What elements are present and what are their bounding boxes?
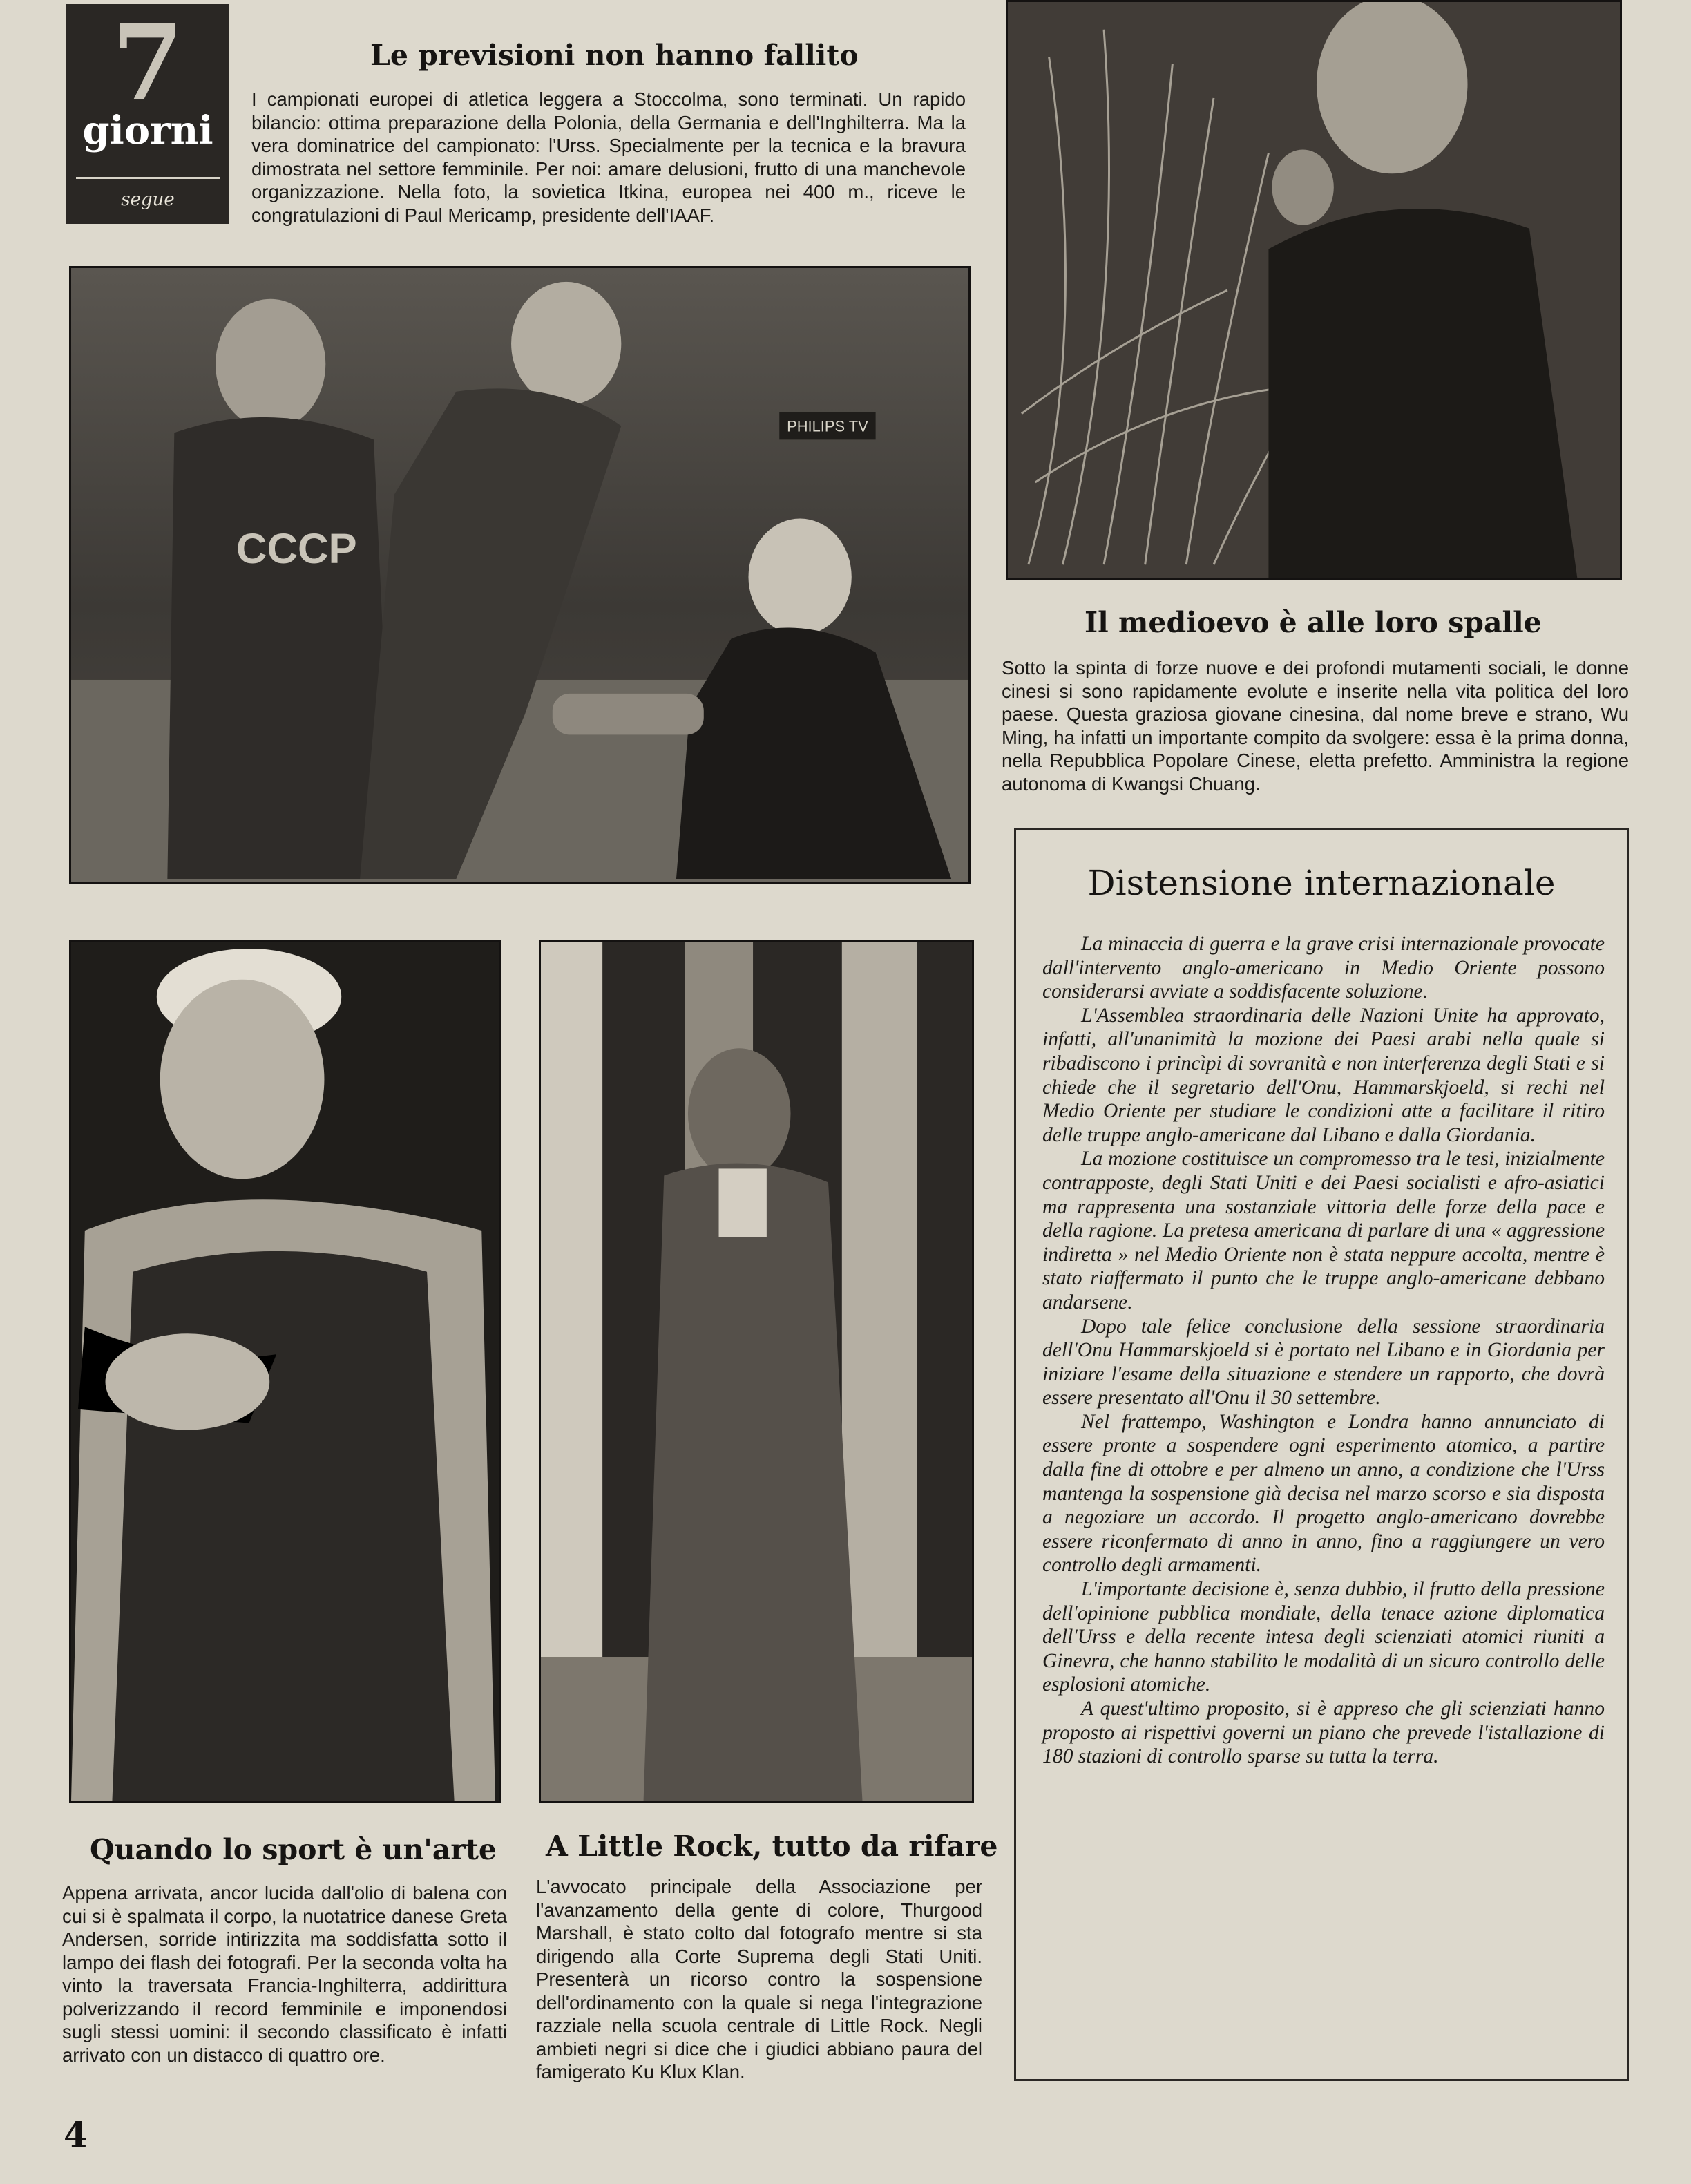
detente-paragraph: La mozione costituisce un compromesso tra le tesi, inizialmente contrapposte, degli Stati Uniti e dei Paesi socialisti e afro-asiatici ma rappresenta una sostanziale vittoria delle forze della pace e della ragione. La pretesa americana di parlare di una « aggressione indiretta » nel Medio Oriente non è stata neppure accolta, mentre è stato riaffermato il punto che le truppe anglo-americane debbano andarsene. — [1042, 1148, 1605, 1313]
little-rock-photo-art — [541, 942, 972, 1801]
section-badge — [66, 4, 229, 224]
athletics-photo-art — [71, 268, 968, 882]
swimmer-title: Quando lo sport è un'arte — [90, 1833, 497, 1866]
detente-paragraph: Nel frattempo, Washington e Londra hanno annunciato di essere pronte a sospendere ogni esperimento atomico, a partire dalla fine di ottobre e per almeno un anno, a condizione che l'Urss mantenga la sospensione già decisa nel marzo scorso e sia disposta a negoziare un accordo. Il progetto anglo-americano dovrebbe essere riconfermato di anno in anno, fino a raggiungere un vero controllo degli armamenti. — [1042, 1410, 1605, 1577]
china-title: Il medioevo è alle loro spalle — [1085, 606, 1542, 639]
detente-paragraph: L'Assemblea straordinaria delle Nazioni Unite ha approvato, infatti, all'unanimità la mozione dei Paesi arabi nella quale si ribadiscono i princìpi di sovranità e non interferenza degli Stati e si chiede che il segretario dell'Onu, Hammarskjoeld, si rechi nel Medio Oriente per studiare le condizioni atte a facilitare il ritiro delle truppe anglo-americane dal Libano e dalla Giordania. — [1042, 1004, 1605, 1146]
detente-paragraph: A quest'ultimo proposito, si è appreso che gli scienziati hanno proposto ai rispettivi governi un piano che prevede l'istallazione di 180 stazioni di controllo sparse su tutta la terra. — [1042, 1698, 1605, 1768]
swimmer-photo — [69, 940, 501, 1803]
detente-paragraph: La minaccia di guerra e la grave crisi internazionale provocate dall'intervento anglo-americano in Medio Oriente possono considerarsi avviate a soddisfacente soluzione. — [1042, 933, 1605, 1003]
athletics-title: Le previsioni non hanno fallito — [370, 39, 859, 72]
athletics-photo — [69, 266, 971, 884]
china-caption: Sotto la spinta di forze nuove e dei profondi mutamenti sociali, le donne cinesi si sono rapidamente evolute e inserite nella vita politica del loro paese. Questa graziosa giovane cinesina, dal nome breve e strano, Wu Ming, ha infatti un importante compito da svolgere: essa è la prima donna, nella Repubblica Popolare Cinese, eletta prefetto. Amministra la regione autonoma di Kwangsi Chuang. — [1002, 657, 1629, 795]
badge-word: giorni — [82, 108, 213, 153]
swimmer-caption: Appena arrivata, ancor lucida dall'olio di balena con cui si è spalmata il corpo, la nuotatrice danese Greta Andersen, sorride intirizzita ma soddisfatta sotto il lampo dei flash dei fotografi. Per la seconda volta ha vinto la traversata Francia-Inghilterra, addirittura polverizzando il record femminile e imponendosi sugli stessi uomini: il secondo classificato è infatti arrivato con un distacco di quattro ore. — [62, 1882, 507, 2066]
stadium-banner: PHILIPS TV — [787, 417, 868, 435]
badge-divider — [76, 177, 220, 179]
china-photo — [1006, 0, 1622, 580]
detente-paragraph: L'importante decisione è, senza dubbio, il frutto della pressione dell'opinione pubblica mondiale, della tenace azione diplomatica dell'Urss e della recente intesa degli scienziati atomici riuniti a Ginevra, che hanno stabilito le modalità di un sicuro controllo delle esplosioni atomiche. — [1042, 1578, 1605, 1696]
detente-box — [1014, 828, 1629, 2081]
little-rock-title: A Little Rock, tutto da rifare — [546, 1830, 998, 1863]
detente-paragraph: Dopo tale felice conclusione della sessione straordinaria dell'Onu Hammarskjoeld si è portato nel Libano e in Giordania per iniziare l'esame della situazione e stendere un rapporto, che dovrà essere presentato all'Onu il 30 settembre. — [1042, 1315, 1605, 1409]
little-rock-caption: L'avvocato principale della Associazione per l'avanzamento della gente di colore, Thurgood Marshall, è stato colto dal fotografo mentre si sta dirigendo alla Corte Suprema degli Stati Uniti. Presenterà un ricorso contro la sospensione dell'ordinamento con la quale si nega l'integrazione razziale nella scuola centrale di Little Rock. Negli ambieti negri si dice che i giudici abbiano paura del famigerato Ku Klux Klan. — [536, 1876, 982, 2082]
badge-subtitle: segue — [121, 189, 175, 210]
page-number: 4 — [64, 2114, 88, 2155]
swimmer-photo-art — [71, 942, 499, 1801]
china-photo-art — [1008, 2, 1620, 578]
detente-article — [1042, 932, 1605, 1769]
athletics-caption: I campionati europei di atletica leggera a Stoccolma, sono terminati. Un rapido bilancio: ottima preparazione della Polonia, della Germania e dell'Inghilterra. Ma la vera dominatrice del campionato: l'Urss. Specialmente per la tecnica e la bravura dimostrata nel settore femminile. Per noi: amare delusioni, frutto di una manchevole organizzazione. Nella foto, la sovietica Itkina, europea nei 400 m., riceve le congratulazioni di Paul Mericamp, presidente dell'IAAF. — [251, 88, 966, 226]
badge-number: 7 — [111, 2, 184, 124]
detente-title: Distensione internazionale — [1087, 863, 1556, 903]
little-rock-photo — [539, 940, 974, 1803]
jersey-text: CCCP — [236, 525, 357, 573]
